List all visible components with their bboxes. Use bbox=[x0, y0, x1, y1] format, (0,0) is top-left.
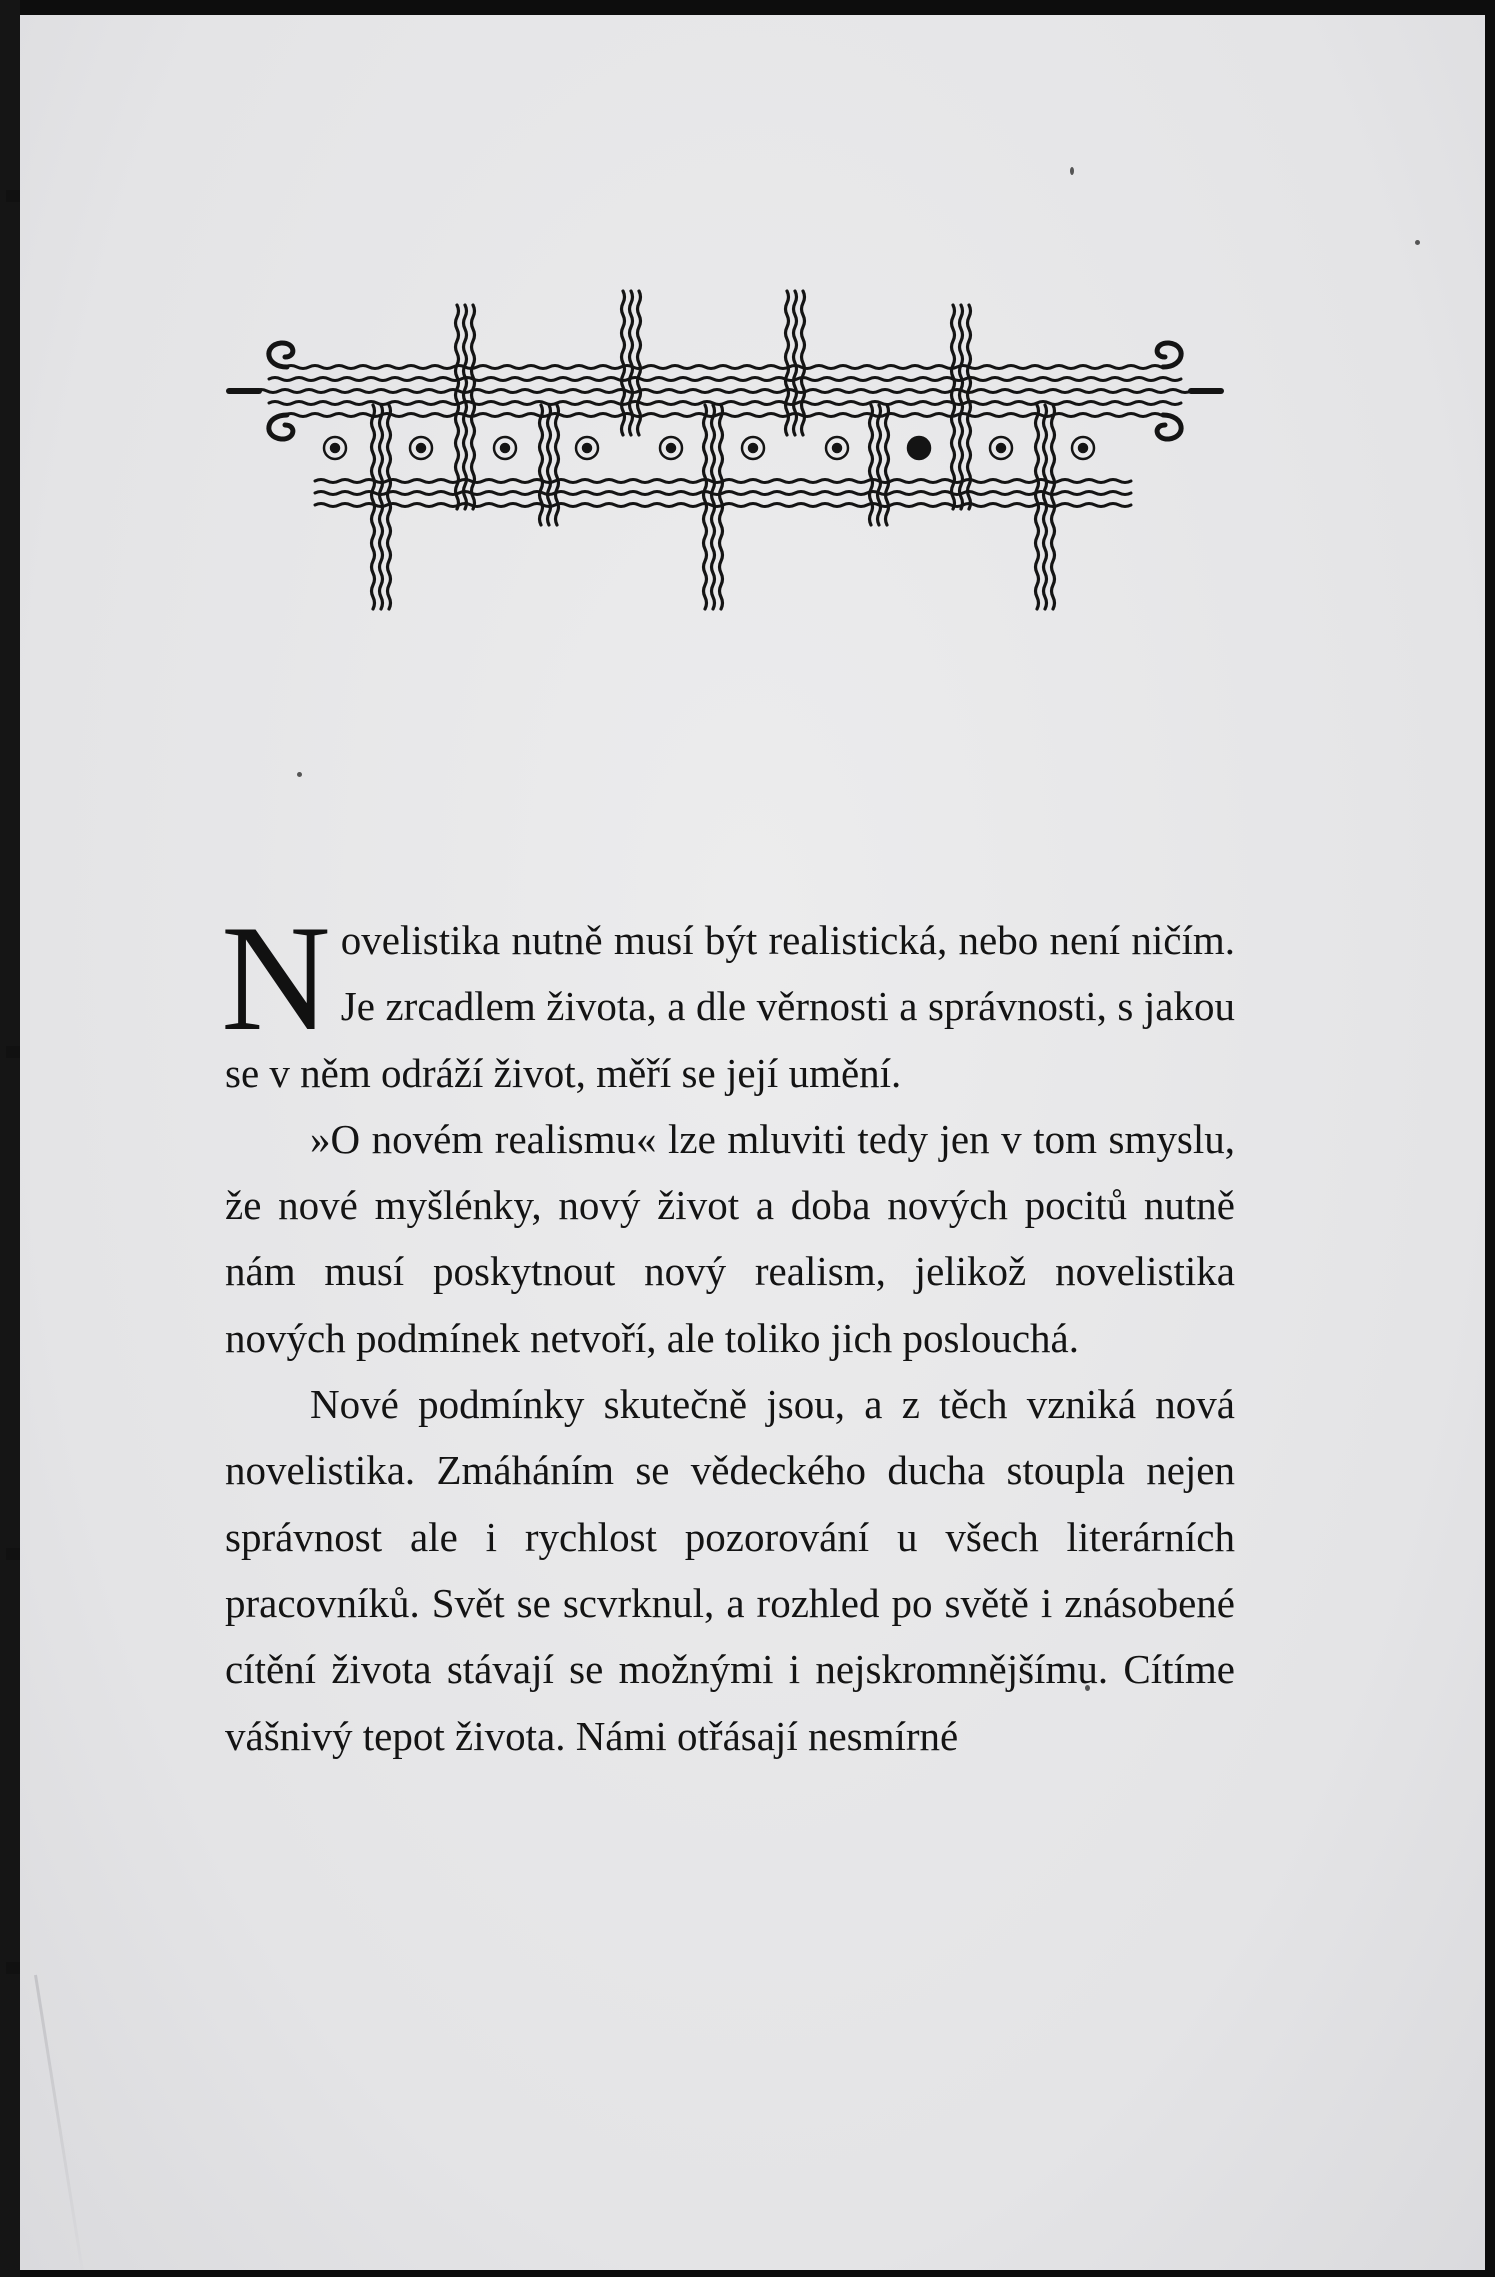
page-crease bbox=[34, 1975, 84, 2270]
paragraph-text: ovelistika nutně musí být realistická, nebo není ničím. Je zrcadlem života, a dle věrnosti a správnosti, s jakou se v něm odráží život, měří se její umění. bbox=[225, 917, 1235, 1096]
paper-speck bbox=[1070, 167, 1074, 175]
paragraph-2 bbox=[225, 1106, 1235, 1371]
paragraph-3 bbox=[225, 1371, 1235, 1769]
paragraph-1 bbox=[221, 894, 1235, 1106]
paper-speck bbox=[297, 772, 302, 777]
book-page bbox=[20, 15, 1485, 2270]
paragraph-text: Nové podmínky skutečně jsou, a z těch vzniká nová novelistika. Zmáháním se vědeckého ducha stoupla nejen správnost ale i rychlost pozorování u všech literárních pracovníků. Svět se scvrknul, a rozhled po světě i znásobené cítění života stávají se možnými i nejskromnějšímu. Cítíme vášnivý tepot života. Námi otřásají nesmírné bbox=[225, 1381, 1235, 1759]
paper-speck bbox=[1415, 240, 1420, 245]
drop-cap: N bbox=[221, 894, 331, 1062]
body-text bbox=[221, 894, 1235, 1769]
paragraph-text: »O novém realismu« lze mluviti tedy jen v tom smyslu, že nové myšlénky, nový život a doba nových pocitů nutně nám musí poskytnout nový realism, jelikož novelistika nových podmínek netvoří, ale toliko jich poslouchá. bbox=[225, 1115, 1235, 1361]
book-binding-edge bbox=[0, 0, 20, 2277]
decorative-woven-headpiece-icon bbox=[225, 285, 1225, 625]
